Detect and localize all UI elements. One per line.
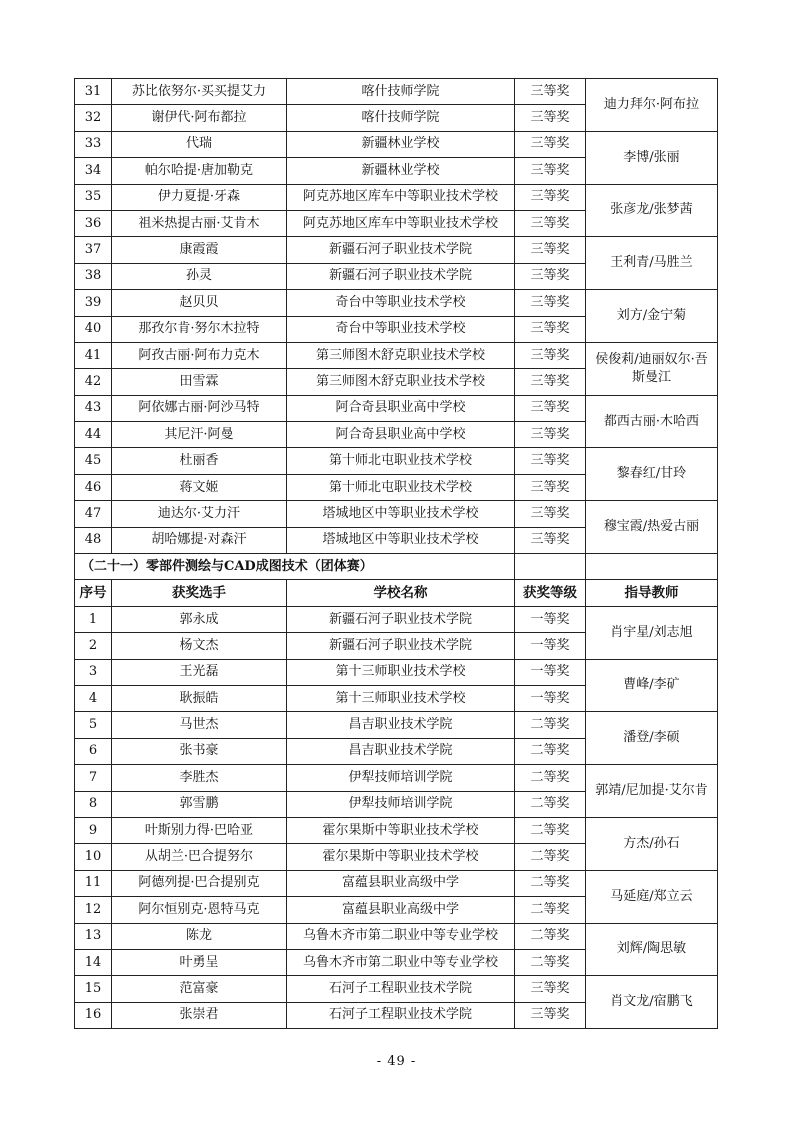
school-name: 塔城地区中等职业技术学校 <box>287 527 515 553</box>
row-number: 47 <box>75 501 112 527</box>
page-number: - 49 - <box>376 1054 417 1069</box>
award-level: 三等奖 <box>515 263 586 289</box>
school-name: 乌鲁木齐市第二职业中等专业学校 <box>287 923 515 949</box>
table-row <box>75 765 718 791</box>
winner-name: 代瑞 <box>112 131 287 157</box>
instructor-name: 郭靖/尼加提·艾尔肯 <box>586 765 718 818</box>
award-level: 三等奖 <box>515 316 586 342</box>
table-row <box>75 342 718 368</box>
winner-name: 范富豪 <box>112 976 287 1002</box>
award-level: 三等奖 <box>515 369 586 395</box>
school-name: 新疆石河子职业技术学院 <box>287 606 515 632</box>
school-name: 新疆石河子职业技术学院 <box>287 263 515 289</box>
winner-name: 谢伊代·阿布都拉 <box>112 105 287 131</box>
row-number: 2 <box>75 633 112 659</box>
row-number: 38 <box>75 263 112 289</box>
winner-name: 李胜杰 <box>112 765 287 791</box>
row-number: 48 <box>75 527 112 553</box>
winner-name: 阿依娜古丽·阿沙马特 <box>112 395 287 421</box>
winner-name: 其尼汗·阿曼 <box>112 422 287 448</box>
award-level: 二等奖 <box>515 949 586 975</box>
school-name: 昌吉职业技术学院 <box>287 738 515 764</box>
row-number: 14 <box>75 949 112 975</box>
school-name: 新疆林业学校 <box>287 158 515 184</box>
school-name: 奇台中等职业技术学校 <box>287 290 515 316</box>
table-row <box>75 976 718 1002</box>
row-number: 41 <box>75 342 112 368</box>
winner-name: 阿德列提·巴合提别克 <box>112 870 287 896</box>
award-level: 二等奖 <box>515 791 586 817</box>
award-level: 二等奖 <box>515 844 586 870</box>
winner-name: 张崇君 <box>112 1002 287 1028</box>
winner-name: 耿振皓 <box>112 685 287 711</box>
award-level: 一等奖 <box>515 606 586 632</box>
winner-name: 赵贝贝 <box>112 290 287 316</box>
row-number: 4 <box>75 685 112 711</box>
winner-name: 祖米热提古丽·艾肯木 <box>112 210 287 236</box>
school-name: 第十师北屯职业技术学校 <box>287 448 515 474</box>
school-name: 阿合奇县职业高中学校 <box>287 422 515 448</box>
school-name: 新疆林业学校 <box>287 131 515 157</box>
table-row <box>75 448 718 474</box>
header-name: 获奖选手 <box>112 580 287 606</box>
school-name: 新疆石河子职业技术学院 <box>287 237 515 263</box>
award-level: 三等奖 <box>515 395 586 421</box>
award-level: 三等奖 <box>515 342 586 368</box>
winner-name: 马世杰 <box>112 712 287 738</box>
instructor-name: 肖文龙/宿鹏飞 <box>586 976 718 1029</box>
school-name: 富蕴县职业高级中学 <box>287 870 515 896</box>
instructor-name: 都西古丽·木哈西 <box>586 395 718 448</box>
table-row <box>75 184 718 210</box>
table-row <box>75 606 718 632</box>
winner-name: 那孜尔肯·努尔木拉特 <box>112 316 287 342</box>
instructor-name: 张彦龙/张梦茜 <box>586 184 718 237</box>
row-number: 32 <box>75 105 112 131</box>
award-level: 二等奖 <box>515 923 586 949</box>
award-level: 三等奖 <box>515 422 586 448</box>
winner-name: 蒋文姬 <box>112 474 287 500</box>
award-level: 一等奖 <box>515 685 586 711</box>
winner-name: 迪达尔·艾力汗 <box>112 501 287 527</box>
award-level: 三等奖 <box>515 290 586 316</box>
row-number: 35 <box>75 184 112 210</box>
row-number: 31 <box>75 79 112 105</box>
section-empty-cell <box>586 554 718 580</box>
row-number: 43 <box>75 395 112 421</box>
school-name: 霍尔果斯中等职业技术学校 <box>287 844 515 870</box>
table-row <box>75 817 718 843</box>
winner-name: 康霞霞 <box>112 237 287 263</box>
winner-name: 杜丽香 <box>112 448 287 474</box>
instructor-name: 李博/张丽 <box>586 131 718 184</box>
school-name: 霍尔果斯中等职业技术学校 <box>287 817 515 843</box>
school-name: 阿合奇县职业高中学校 <box>287 395 515 421</box>
row-number: 36 <box>75 210 112 236</box>
table-row <box>75 501 718 527</box>
instructor-name: 潘登/李硕 <box>586 712 718 765</box>
award-level: 三等奖 <box>515 210 586 236</box>
table-row <box>75 237 718 263</box>
table-row <box>75 79 718 105</box>
school-name: 富蕴县职业高级中学 <box>287 897 515 923</box>
header-teacher: 指导教师 <box>586 580 718 606</box>
instructor-name: 迪力拜尔·阿布拉 <box>586 79 718 132</box>
school-name: 新疆石河子职业技术学院 <box>287 633 515 659</box>
row-number: 33 <box>75 131 112 157</box>
school-name: 喀什技师学院 <box>287 79 515 105</box>
instructor-name: 黎春红/甘玲 <box>586 448 718 501</box>
school-name: 石河子工程职业技术学院 <box>287 976 515 1002</box>
row-number: 34 <box>75 158 112 184</box>
row-number: 1 <box>75 606 112 632</box>
instructor-name: 刘方/金宁菊 <box>586 290 718 343</box>
row-number: 9 <box>75 817 112 843</box>
school-name: 石河子工程职业技术学院 <box>287 1002 515 1028</box>
winner-name: 胡哈娜提·对森汗 <box>112 527 287 553</box>
table-row <box>75 395 718 421</box>
award-level: 三等奖 <box>515 527 586 553</box>
instructor-name: 肖宇星/刘志旭 <box>586 606 718 659</box>
section-title: （二十一）零部件测绘与CAD成图技术（团体赛） <box>75 554 515 580</box>
row-number: 15 <box>75 976 112 1002</box>
table-header-row <box>75 580 718 606</box>
row-number: 45 <box>75 448 112 474</box>
header-level: 获奖等级 <box>515 580 586 606</box>
school-name: 第十三师职业技术学校 <box>287 685 515 711</box>
instructor-name: 方杰/孙石 <box>586 817 718 870</box>
instructor-name: 曹峰/李矿 <box>586 659 718 712</box>
table-row <box>75 290 718 316</box>
table-row <box>75 712 718 738</box>
row-number: 13 <box>75 923 112 949</box>
row-number: 5 <box>75 712 112 738</box>
winner-name: 孙灵 <box>112 263 287 289</box>
award-level: 三等奖 <box>515 237 586 263</box>
award-level: 三等奖 <box>515 474 586 500</box>
header-no: 序号 <box>75 580 112 606</box>
award-level: 二等奖 <box>515 765 586 791</box>
table-row <box>75 659 718 685</box>
instructor-name: 马延庭/郑立云 <box>586 870 718 923</box>
award-level: 二等奖 <box>515 870 586 896</box>
school-name: 塔城地区中等职业技术学校 <box>287 501 515 527</box>
award-level: 三等奖 <box>515 1002 586 1028</box>
row-number: 40 <box>75 316 112 342</box>
section-title-row <box>75 554 718 580</box>
award-level: 三等奖 <box>515 501 586 527</box>
award-level: 一等奖 <box>515 633 586 659</box>
award-level: 二等奖 <box>515 738 586 764</box>
winner-name: 田雪霖 <box>112 369 287 395</box>
school-name: 昌吉职业技术学院 <box>287 712 515 738</box>
table-row <box>75 870 718 896</box>
school-name: 第三师图木舒克职业技术学校 <box>287 369 515 395</box>
award-level: 三等奖 <box>515 158 586 184</box>
award-level: 一等奖 <box>515 659 586 685</box>
table-row <box>75 923 718 949</box>
winner-name: 伊力夏提·牙森 <box>112 184 287 210</box>
award-level: 三等奖 <box>515 105 586 131</box>
winner-name: 苏比依努尔·买买提艾力 <box>112 79 287 105</box>
row-number: 11 <box>75 870 112 896</box>
instructor-name: 刘辉/陶思敏 <box>586 923 718 976</box>
winner-name: 郭雪鹏 <box>112 791 287 817</box>
winner-name: 王光磊 <box>112 659 287 685</box>
school-name: 第十三师职业技术学校 <box>287 659 515 685</box>
table-row <box>75 131 718 157</box>
row-number: 44 <box>75 422 112 448</box>
row-number: 10 <box>75 844 112 870</box>
award-level: 二等奖 <box>515 897 586 923</box>
instructor-name: 王利青/马胜兰 <box>586 237 718 290</box>
winner-name: 郭永成 <box>112 606 287 632</box>
winner-name: 从胡兰·巴合提努尔 <box>112 844 287 870</box>
winner-name: 叶勇呈 <box>112 949 287 975</box>
winner-name: 陈龙 <box>112 923 287 949</box>
award-level: 三等奖 <box>515 976 586 1002</box>
row-number: 16 <box>75 1002 112 1028</box>
winner-name: 杨文杰 <box>112 633 287 659</box>
row-number: 37 <box>75 237 112 263</box>
award-level: 二等奖 <box>515 817 586 843</box>
row-number: 46 <box>75 474 112 500</box>
school-name: 阿克苏地区库车中等职业技术学校 <box>287 210 515 236</box>
row-number: 7 <box>75 765 112 791</box>
instructor-name: 穆宝霞/热爱古丽 <box>586 501 718 554</box>
winner-name: 阿尔恒别克·恩特马克 <box>112 897 287 923</box>
awards-table <box>74 78 718 1029</box>
row-number: 12 <box>75 897 112 923</box>
award-level: 二等奖 <box>515 712 586 738</box>
school-name: 伊犁技师培训学院 <box>287 765 515 791</box>
school-name: 奇台中等职业技术学校 <box>287 316 515 342</box>
school-name: 阿克苏地区库车中等职业技术学校 <box>287 184 515 210</box>
winner-name: 叶斯别力得·巴哈亚 <box>112 817 287 843</box>
school-name: 第十师北屯职业技术学校 <box>287 474 515 500</box>
row-number: 3 <box>75 659 112 685</box>
school-name: 乌鲁木齐市第二职业中等专业学校 <box>287 949 515 975</box>
award-level: 三等奖 <box>515 131 586 157</box>
winner-name: 张书豪 <box>112 738 287 764</box>
school-name: 喀什技师学院 <box>287 105 515 131</box>
award-level: 三等奖 <box>515 184 586 210</box>
row-number: 42 <box>75 369 112 395</box>
school-name: 伊犁技师培训学院 <box>287 791 515 817</box>
row-number: 6 <box>75 738 112 764</box>
row-number: 8 <box>75 791 112 817</box>
instructor-name: 侯俊莉/迪丽奴尔·吾斯曼江 <box>586 342 718 395</box>
winner-name: 阿孜古丽·阿布力克木 <box>112 342 287 368</box>
award-level: 三等奖 <box>515 79 586 105</box>
section-empty-cell <box>515 554 586 580</box>
school-name: 第三师图木舒克职业技术学校 <box>287 342 515 368</box>
award-level: 三等奖 <box>515 448 586 474</box>
row-number: 39 <box>75 290 112 316</box>
header-school: 学校名称 <box>287 580 515 606</box>
winner-name: 帕尔哈提·唐加勒克 <box>112 158 287 184</box>
